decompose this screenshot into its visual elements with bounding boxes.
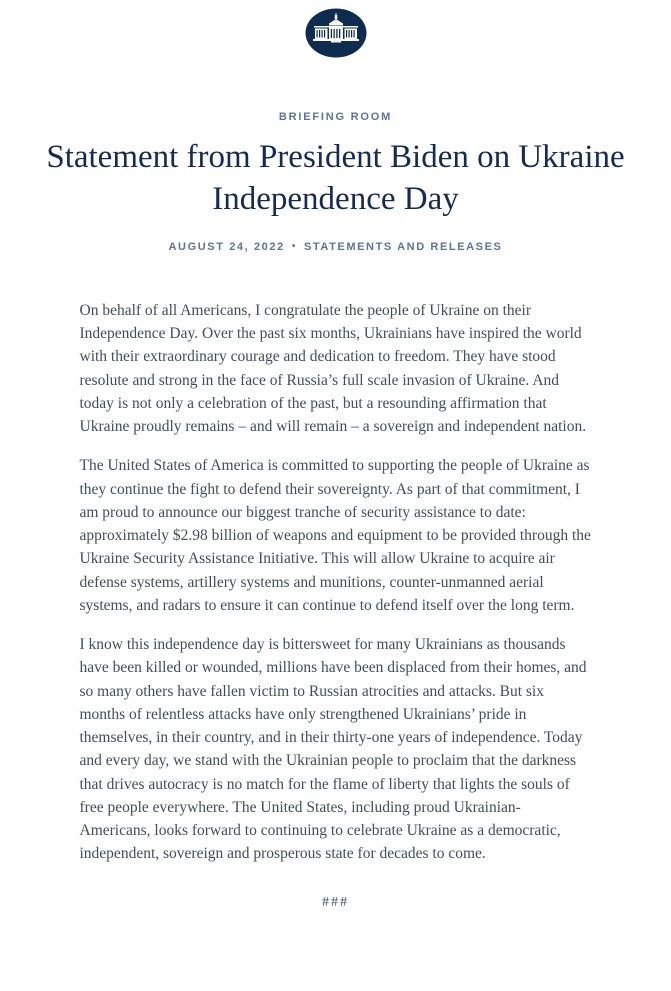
- meta-separator: •: [291, 240, 297, 252]
- whitehouse-logo-icon: [304, 46, 368, 63]
- article-page: [0, 111, 671, 941]
- end-mark: ###: [322, 894, 349, 910]
- article-body: [80, 299, 592, 941]
- whitehouse-logo-link[interactable]: [304, 7, 368, 59]
- site-header: [0, 0, 671, 59]
- paragraph: The United States of America is committed to supporting the people of Ukraine as they continue the fight to defend their sovereignty. As part of that commitment, I am proud to announce our biggest tranche of security assistance to date: approximately $2.98 billion of weapons and equipment to be provided through the Ukraine Security Assistance Initiative. This will allow Ukraine to acquire air defense systems, artillery systems and munitions, counter-unmanned aerial systems, and radars to ensure it can continue to defend itself over the long term.: [79, 457, 591, 614]
- paragraph: On behalf of all Americans, I congratulate the people of Ukraine on their Independence Day. Over the past six months, Ukrainians have inspired the world with their extraordinary courage and dedication to freedom. They have stood resolute and strong in the face of Russia’s full scale invasion of Ukraine. And today is not only a celebration of the past, but a resounding affirmation that Ukraine proudly remains – and will remain – a sovereign and independent nation.: [79, 301, 587, 436]
- paragraph: I know this independence day is bittersweet for many Ukrainians as thousands have been killed or wounded, millions have been displaced from their homes, and so many others have fallen victim to Russian atrocities and attacks. But six months of relentless attacks have only strengthened Ukrainians’ pride in themselves, in their country, and in their thirty-one years of independence. Today and every day, we stand with the Ukrainian people to proclaim that the darkness that drives autocracy is no match for the flame of liberty that lights the souls of free people everywhere. The United States, including proud Ukrainian-Americans, looks forward to continuing to celebrate Ukraine as a democratic, independent, sovereign and prosperous state for decades to come.: [79, 636, 587, 863]
- category-link-statements-and-releases[interactable]: STATEMENTS AND RELEASES: [303, 240, 503, 253]
- breadcrumb-briefing-room[interactable]: BRIEFING ROOM: [278, 111, 393, 123]
- article-date: AUGUST 24, 2022: [168, 240, 285, 253]
- article-meta: [0, 241, 671, 253]
- page-title: Statement from President Biden on Ukraine Independence Day: [46, 139, 625, 217]
